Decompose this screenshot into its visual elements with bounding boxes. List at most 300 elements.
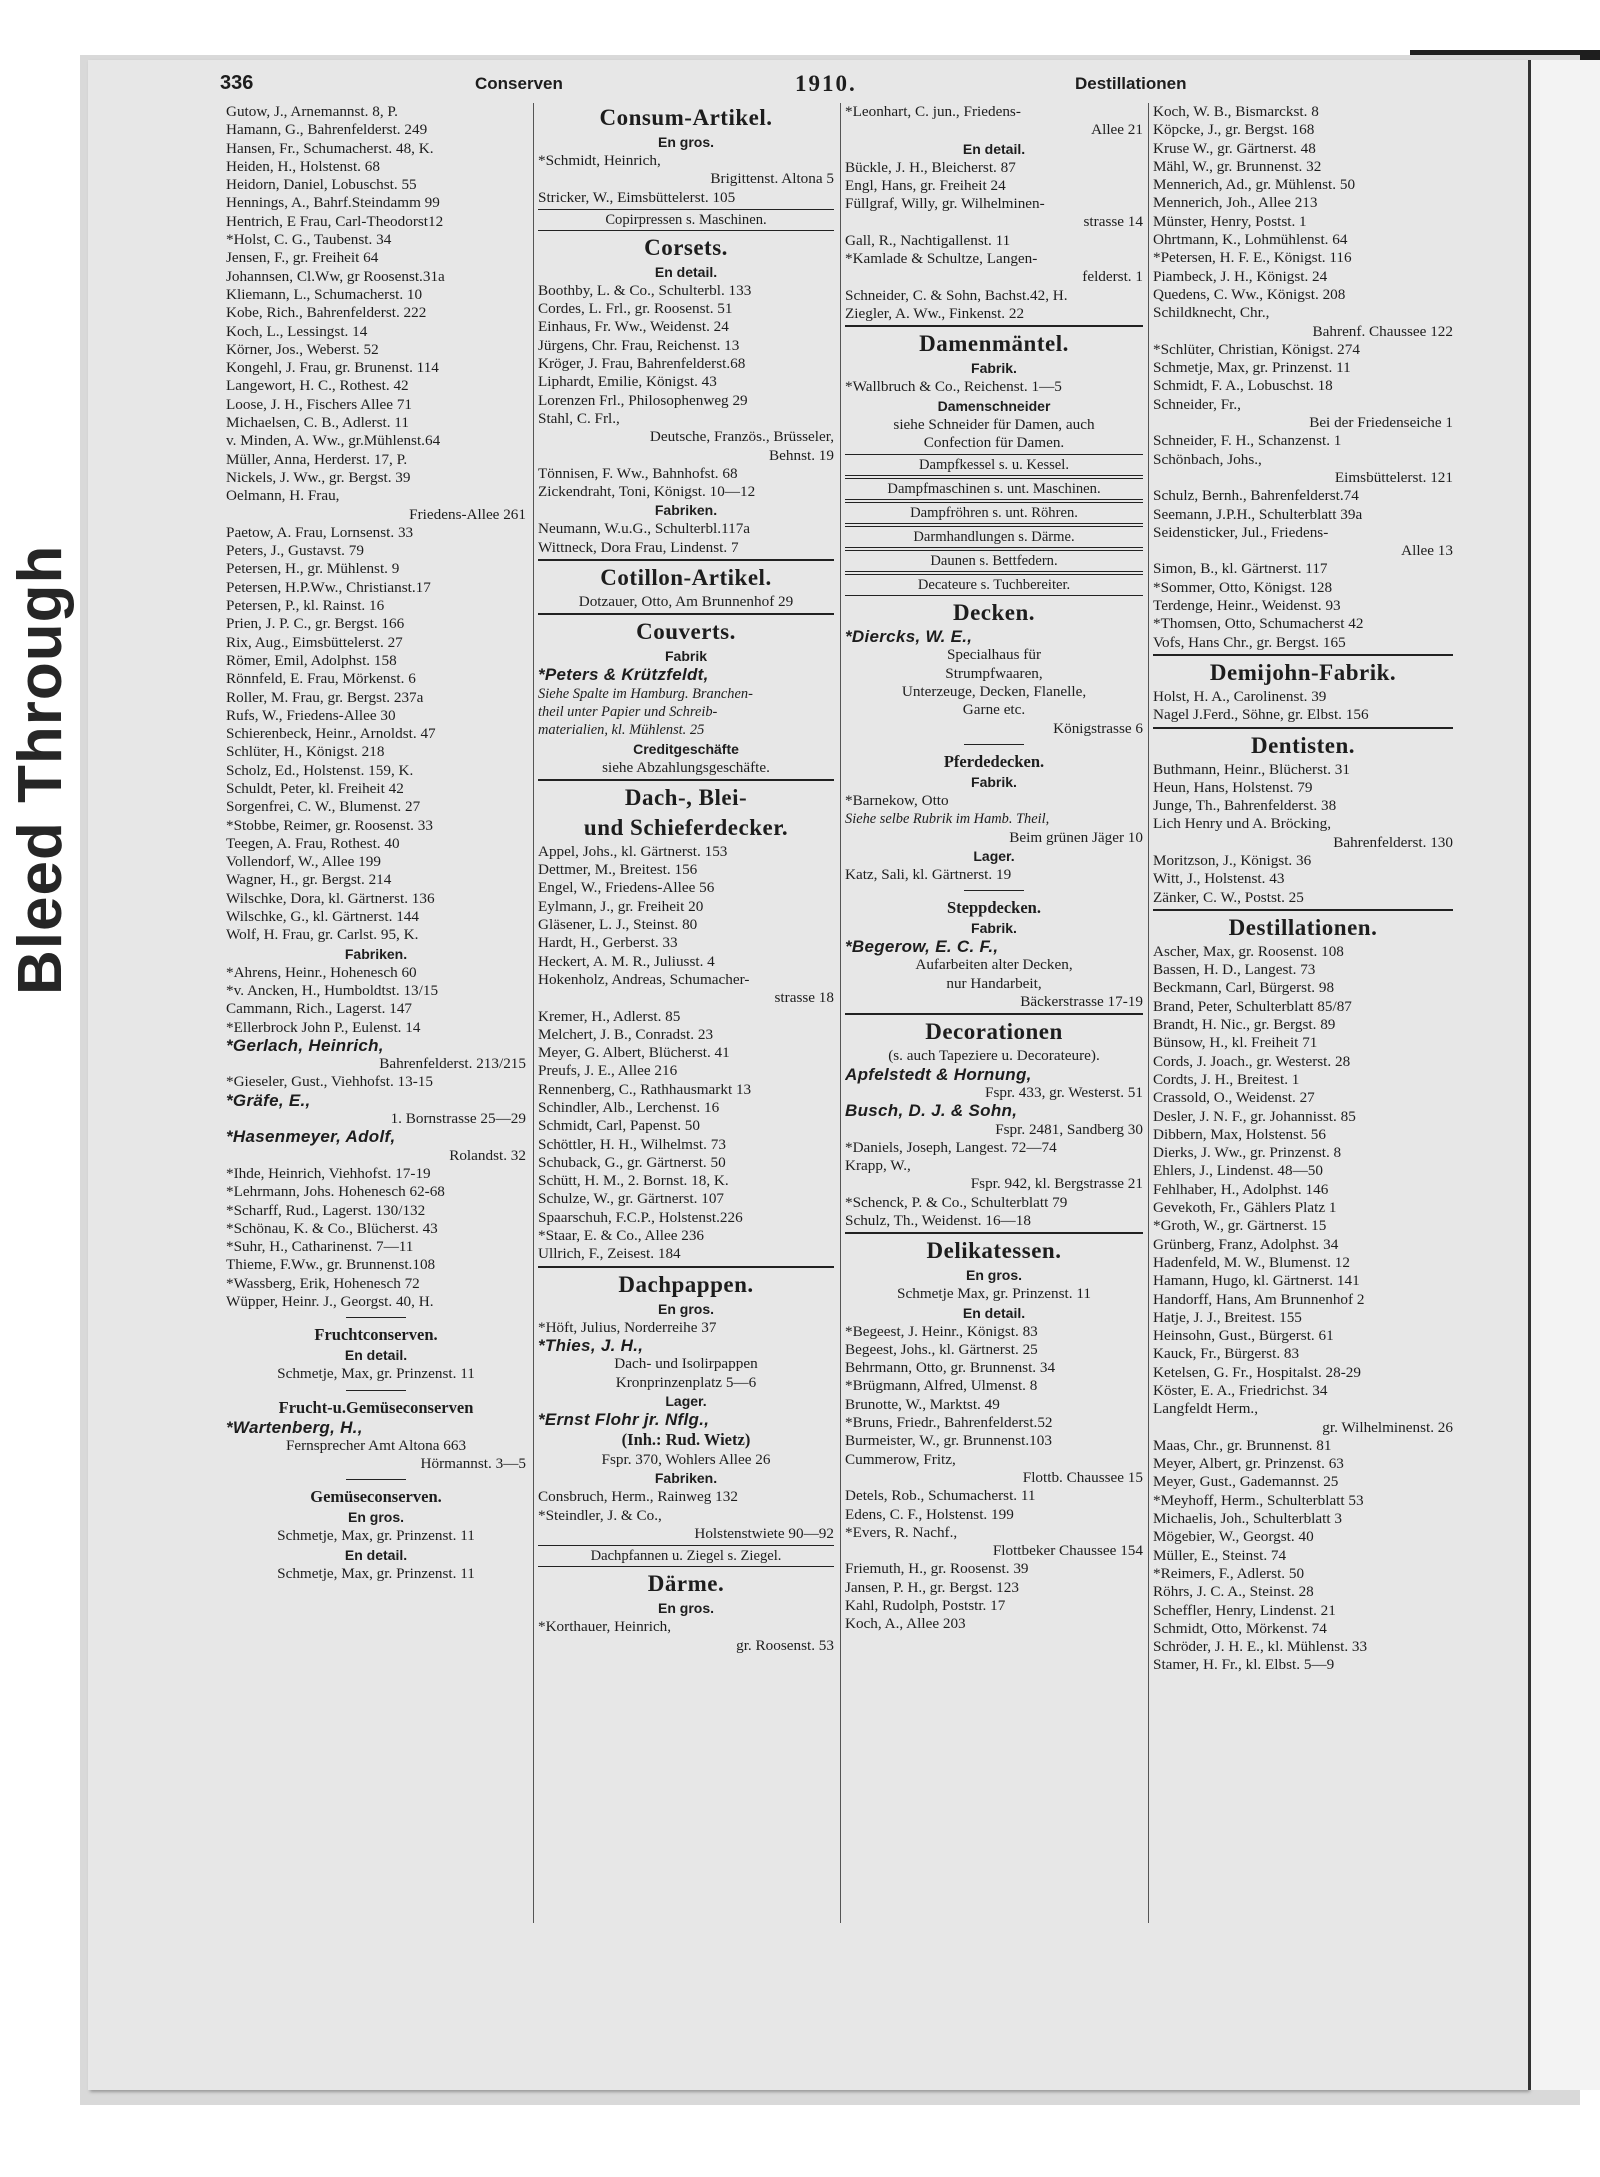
entry-continuation: Allee 21 (1091, 121, 1143, 139)
directory-entry: Wilschke, Dora, kl. Gärtnerst. 136 (226, 889, 435, 907)
directory-entry: Mögebier, W., Georgst. 40 (1153, 1528, 1314, 1546)
centered-entry: Schmetje Max, gr. Prinzenst. 11 (897, 1285, 1091, 1303)
facing-page-edge (1528, 60, 1600, 2090)
directory-entry: Holst, H. A., Carolinenst. 39 (1153, 687, 1327, 705)
centered-entry: Confection für Damen. (923, 433, 1065, 451)
directory-entry: Engl, Hans, gr. Freiheit 24 (845, 176, 1006, 194)
directory-entry: Nickels, J. Ww., gr. Bergst. 39 (226, 468, 411, 486)
section-heading: Decorationen (925, 1019, 1063, 1045)
directory-entry: Burmeister, W., gr. Brunnenst.103 (845, 1432, 1052, 1450)
short-rule (964, 744, 1024, 745)
subsection-label: En detail. (344, 1347, 408, 1364)
directory-entry: *Schönau, K. & Co., Blücherst. 43 (226, 1219, 438, 1237)
subsection-label: En detail. (344, 1546, 408, 1563)
directory-entry: *Ihde, Heinrich, Viehhofst. 17-19 (226, 1164, 431, 1182)
entry-continuation: Flottbeker Chaussee 154 (992, 1542, 1143, 1560)
directory-entry: Desler, J. N. F., gr. Johannisst. 85 (1153, 1107, 1356, 1125)
directory-entry: Gall, R., Nachtigallenst. 11 (845, 231, 1011, 249)
directory-entry: Langewort, H. C., Rothest. 42 (226, 377, 409, 395)
entry-continuation: strasse 18 (774, 989, 834, 1007)
directory-entry: *Ellerbrock John P., Eulenst. 14 (226, 1018, 421, 1036)
directory-entry: Hentrich, E Frau, Carl-Theodorst12 (226, 212, 444, 230)
directory-entry: Jansen, P. H., gr. Bergst. 123 (845, 1578, 1019, 1596)
column-divider (1148, 103, 1149, 1923)
directory-entry: Cummerow, Fritz, (845, 1450, 956, 1468)
advertiser-name: *Gräfe, E., (226, 1091, 311, 1110)
directory-column-4 (1153, 103, 1453, 1675)
subsection-label: En gros. (347, 1509, 404, 1526)
directory-entry: Roller, M. Frau, gr. Bergst. 237a (226, 688, 424, 706)
centered-entry: nur Handarbeit, (946, 974, 1042, 992)
page-header (220, 72, 1370, 102)
directory-entry: Stricker, W., Eimsbüttelerst. 105 (538, 188, 736, 206)
cross-reference: Dampfröhren s. unt. Röhren. (845, 502, 1143, 524)
directory-entry: Vofs, Hans Chr., gr. Bergst. 165 (1153, 633, 1346, 651)
entry-continuation: gr. Roosenst. 53 (736, 1636, 834, 1654)
directory-entry: Wolf, H. Frau, gr. Carlst. 95, K. (226, 926, 419, 944)
directory-entry: Köpcke, J., gr. Bergst. 168 (1153, 121, 1315, 139)
directory-entry: Wittneck, Dora Frau, Lindenst. 7 (538, 538, 739, 556)
section-rule (538, 1266, 834, 1268)
subsection-label: En detail. (962, 1304, 1026, 1321)
advertiser-name: *Ernst Flohr jr. Nflg., (538, 1410, 710, 1429)
subsection-label: Fabrik. (971, 773, 1017, 790)
directory-entry: Petersen, H.P.Ww., Christianst.17 (226, 578, 431, 596)
directory-entry: *Groth, W., gr. Gärtnerst. 15 (1153, 1217, 1327, 1235)
directory-entry: Brandt, H. Nic., gr. Bergst. 89 (1153, 1016, 1336, 1034)
entry-continuation: Fspr. 433, gr. Westerst. 51 (985, 1083, 1143, 1101)
directory-entry: *Schlüter, Christian, Königst. 274 (1153, 340, 1360, 358)
subsection-heading: Fruchtconserven. (314, 1325, 438, 1345)
column-divider (840, 103, 841, 1923)
directory-entry: Zickendraht, Toni, Königst. 10—12 (538, 483, 756, 501)
entry-continuation: Hörmannst. 3—5 (420, 1455, 526, 1473)
subsection-label: Fabriken. (344, 945, 408, 962)
cross-reference: Dampfkessel s. u. Kessel. (845, 454, 1143, 476)
section-rule (538, 613, 834, 615)
directory-entry: Johannsen, Cl.Ww, gr Roosenst.31a (226, 267, 445, 285)
entry-continuation: Friedens-Allee 261 (409, 505, 526, 523)
directory-entry: *Schmidt, Heinrich, (538, 152, 661, 169)
directory-entry: *v. Ancken, H., Humboldtst. 13/15 (226, 981, 439, 999)
centered-entry: siehe Abzahlungsgeschäfte. (602, 758, 770, 776)
directory-entry: Kliemann, L., Schumacherst. 10 (226, 285, 423, 303)
directory-entry: Jürgens, Chr. Frau, Reichenst. 13 (538, 336, 740, 354)
centered-entry: Garne etc. (962, 701, 1026, 719)
centered-entry: Schmetje, Max, gr. Prinzenst. 11 (277, 1564, 475, 1582)
centered-entry: Dotzauer, Otto, Am Brunnenhof 29 (578, 593, 794, 611)
directory-entry: *Suhr, H., Catharinenst. 7—11 (226, 1238, 414, 1256)
section-heading: Cotillon-Artikel. (600, 565, 772, 591)
directory-entry: Ketelsen, G. Fr., Hospitalst. 28-29 (1153, 1363, 1361, 1381)
directory-entry: Maas, Chr., gr. Brunnenst. 81 (1153, 1436, 1332, 1454)
entry-continuation: Beim grünen Jäger 10 (1009, 828, 1143, 846)
directory-entry: Römer, Emil, Adolphst. 158 (226, 651, 397, 669)
directory-entry: Hamann, Hugo, kl. Gärtnerst. 141 (1153, 1272, 1360, 1290)
directory-entry: Einhaus, Fr. Ww., Weidenst. 24 (538, 318, 729, 336)
directory-entry: Fehlhaber, H., Adolphst. 146 (1153, 1180, 1329, 1198)
directory-entry: Schulz, Bernh., Bahrenfelderst.74 (1153, 487, 1359, 505)
directory-entry: Handorff, Hans, Am Brunnenhof 2 (1153, 1290, 1365, 1308)
directory-entry: Spaarschuh, F.C.P., Holstenst.226 (538, 1208, 743, 1226)
entry-continuation: Holstenstwiete 90—92 (694, 1525, 834, 1543)
directory-entry: Michaelis, Joh., Schulterblatt 3 (1153, 1510, 1342, 1528)
section-heading: Consum-Artikel. (599, 105, 773, 130)
advertiser-name: Busch, D. J. & Sohn, (845, 1102, 1018, 1121)
directory-entry: Ziegler, A. Ww., Finkenst. 22 (845, 304, 1025, 322)
subsection-label: En gros. (657, 134, 714, 150)
directory-entry: Gevekoth, Fr., Gählers Platz 1 (1153, 1199, 1337, 1217)
entry-continuation: felderst. 1 (1082, 268, 1143, 286)
directory-entry: *Meyhoff, Herm., Schulterblatt 53 (1153, 1491, 1364, 1509)
directory-entry: Heinsohn, Gust., Bürgerst. 61 (1153, 1327, 1334, 1345)
directory-entry: Krapp, W., (845, 1157, 911, 1175)
cross-reference: Copirpressen s. Maschinen. (538, 209, 834, 231)
section-heading: Corsets. (644, 234, 728, 260)
section-heading: Couverts. (636, 619, 736, 645)
directory-entry: Engel, W., Friedens-Allee 56 (538, 879, 715, 897)
subsection-heading: Pferdedecken. (943, 751, 1045, 771)
subsection-heading: Gemüseconserven. (310, 1487, 442, 1507)
cross-reference: Dampfmaschinen s. unt. Maschinen. (845, 478, 1143, 500)
directory-entry: Friemuth, H., gr. Roosenst. 39 (845, 1560, 1029, 1578)
directory-entry: Koch, W. B., Bismarckst. 8 (1153, 103, 1319, 120)
directory-entry: Lich Henry und A. Bröcking, (1153, 815, 1332, 833)
directory-entry: *Wassberg, Erik, Hohenesch 72 (226, 1274, 420, 1292)
centered-entry: Kronprinzenplatz 5—6 (615, 1373, 757, 1391)
subsection-label: Fabrik (664, 648, 707, 665)
directory-entry: Preufs, J. E., Allee 216 (538, 1062, 678, 1080)
directory-entry: Meyer, Gust., Gademannst. 25 (1153, 1473, 1339, 1491)
directory-entry: Jensen, F., gr. Freiheit 64 (226, 249, 379, 267)
directory-entry: *Korthauer, Heinrich, (538, 1618, 672, 1636)
directory-entry: Zänker, C. W., Postst. 25 (1153, 888, 1304, 906)
centered-entry: Specialhaus für (946, 646, 1042, 664)
subsection-label: Fabrik. (971, 920, 1017, 937)
directory-entry: *Daniels, Joseph, Langest. 72—74 (845, 1138, 1057, 1156)
short-rule (346, 1390, 406, 1391)
directory-entry: Kremer, H., Adlerst. 85 (538, 1007, 681, 1025)
running-head-left: Conserven (475, 74, 563, 93)
directory-entry: Schlüter, H., Königst. 218 (226, 743, 385, 761)
subsection-label: Lager. (973, 847, 1015, 864)
directory-entry: Prien, J. P. C., gr. Bergst. 166 (226, 615, 405, 633)
directory-entry: Körner, Jos., Weberst. 52 (226, 340, 379, 358)
section-heading: Demijohn-Fabrik. (1209, 659, 1397, 685)
directory-entry: Heidorn, Daniel, Lobuschst. 55 (226, 176, 417, 194)
centered-entry: Schmetje, Max, gr. Prinzenst. 11 (277, 1365, 475, 1383)
directory-entry: *Leonhart, C. jun., Friedens- (845, 103, 1021, 120)
short-rule (346, 1317, 406, 1318)
section-heading: Dentisten. (1250, 732, 1356, 758)
directory-entry: *Reimers, F., Adlerst. 50 (1153, 1564, 1305, 1582)
section-heading: Dach-, Blei- (624, 784, 748, 810)
directory-entry: Schneider, C. & Sohn, Bachst.42, H. (845, 286, 1068, 304)
subsection-label: Fabriken. (654, 1470, 718, 1487)
italic-note: Siehe selbe Rubrik im Hamb. Theil, (845, 811, 1050, 828)
directory-entry: Heckert, A. M. R., Juliusst. 4 (538, 952, 715, 970)
directory-entry: Dierks, J. Ww., gr. Prinzenst. 8 (1153, 1144, 1342, 1162)
subsection-label: Creditgeschäfte (633, 740, 739, 757)
directory-entry: Melchert, J. B., Conradst. 23 (538, 1025, 714, 1043)
entry-continuation: Bahrenf. Chaussee 122 (1312, 322, 1453, 340)
directory-entry: Meyer, G. Albert, Blücherst. 41 (538, 1044, 730, 1062)
directory-entry: *Schenck, P. & Co., Schulterblatt 79 (845, 1193, 1068, 1211)
directory-entry: Köster, E. A., Friedrichst. 34 (1153, 1382, 1328, 1399)
binding-gutter (0, 0, 80, 2177)
entry-continuation: Bahrenfelderst. 213/215 (379, 1055, 526, 1073)
short-rule (964, 890, 1024, 891)
directory-entry: Münster, Henry, Postst. 1 (1153, 212, 1307, 230)
directory-entry: *Kamlade & Schultze, Langen- (845, 250, 1038, 268)
cross-reference: Darmhandlungen s. Därme. (845, 526, 1143, 548)
directory-entry: Grünberg, Franz, Adolphst. 34 (1153, 1235, 1339, 1253)
directory-entry: Katz, Sali, kl. Gärtnerst. 19 (845, 865, 1012, 883)
directory-entry: Koch, L., Lessingst. 14 (226, 322, 368, 340)
directory-entry: Schröder, J. H. E., kl. Mühlenst. 33 (1153, 1638, 1368, 1656)
subsection-label: Fabrik. (971, 360, 1017, 377)
entry-continuation: Eimsbüttelerst. 121 (1334, 468, 1453, 486)
subsection-heading: Steppdecken. (947, 898, 1041, 918)
section-heading: Dachpappen. (618, 1271, 754, 1297)
directory-entry: Ehlers, J., Lindenst. 48—50 (1153, 1162, 1323, 1180)
entry-continuation: Fspr. 2481, Sandberg 30 (995, 1120, 1143, 1138)
directory-entry: Cammann, Rich., Lagerst. 147 (226, 1000, 413, 1018)
centered-entry: (s. auch Tapeziere u. Decorateure). (888, 1047, 1100, 1065)
section-heading: Delikatessen. (926, 1238, 1062, 1264)
directory-entry: Detels, Rob., Schumacherst. 11 (845, 1487, 1036, 1505)
centered-entry: Strumpfwaaren, (945, 664, 1043, 682)
directory-entry: Appel, Johs., kl. Gärtnerst. 153 (538, 842, 728, 860)
directory-entry: Schuback, G., gr. Gärtnerst. 50 (538, 1153, 726, 1171)
directory-entry: Wilschke, G., kl. Gärtnerst. 144 (226, 908, 419, 926)
directory-entry: Kröger, J. Frau, Bahrenfelderst.68 (538, 355, 746, 373)
directory-entry: *Evers, R. Nachf., (845, 1523, 958, 1541)
directory-entry: *Sommer, Otto, Königst. 128 (1153, 578, 1333, 596)
section-heading: Damenmäntel. (919, 331, 1069, 357)
short-rule (346, 1479, 406, 1480)
directory-entry: Hadenfeld, M. W., Blumenst. 12 (1153, 1253, 1350, 1271)
directory-entry: Peters, J., Gustavst. 79 (226, 542, 364, 560)
directory-entry: Mähl, W., gr. Brunnenst. 32 (1153, 157, 1322, 175)
directory-entry: Kahl, Rudolph, Poststr. 17 (845, 1597, 1006, 1615)
directory-entry: Müller, E., Steinst. 74 (1153, 1546, 1287, 1564)
page-number: 336 (220, 72, 254, 94)
directory-entry: Schmetje, Max, gr. Prinzenst. 11 (1153, 359, 1351, 377)
directory-entry: Petersen, H., gr. Mühlenst. 9 (226, 560, 400, 578)
directory-entry: Scholz, Ed., Holstenst. 159, K. (226, 761, 414, 779)
entry-continuation: Fspr. 942, kl. Bergstrasse 21 (970, 1175, 1143, 1193)
directory-entry: Schmidt, F. A., Lobuschst. 18 (1153, 377, 1333, 395)
directory-entry: *Steindler, J. & Co., (538, 1506, 662, 1524)
advertiser-name: *Gerlach, Heinrich, (226, 1036, 384, 1055)
directory-entry: Koch, A., Allee 203 (845, 1615, 966, 1633)
directory-entry: *Ahrens, Heinr., Hohenesch 60 (226, 963, 417, 981)
directory-entry: Schneider, F. H., Schanzenst. 1 (1153, 432, 1342, 450)
directory-entry: Röhrs, J. C. A., Steinst. 28 (1153, 1583, 1314, 1601)
directory-entry: Oelmann, H. Frau, (226, 487, 340, 505)
directory-entry: Schierenbeck, Heinr., Arnoldst. 47 (226, 725, 436, 743)
centered-entry: Dach- und Isolirpappen (614, 1355, 758, 1373)
centered-entry: Schmetje, Max, gr. Prinzenst. 11 (277, 1527, 475, 1545)
directory-entry: Füllgraf, Willy, gr. Wilhelminen- (845, 195, 1045, 213)
entry-continuation: Flottb. Chaussee 15 (1022, 1468, 1143, 1486)
directory-entry: *Thomsen, Otto, Schumacherst 42 (1153, 615, 1364, 633)
italic-note: theil unter Papier und Schreib- (538, 703, 718, 720)
directory-entry: Lorenzen Frl., Philosophenweg 29 (538, 391, 748, 409)
directory-entry: Heun, Hans, Holstenst. 79 (1153, 778, 1313, 796)
directory-entry: Schmidt, Carl, Papenst. 50 (538, 1117, 700, 1135)
directory-entry: Junge, Th., Bahrenfelderst. 38 (1153, 797, 1337, 815)
subsection-label: Lager. (665, 1392, 707, 1409)
directory-entry: Ohrtmann, K., Lohmühlenst. 64 (1153, 231, 1348, 249)
directory-entry: *Begeest, J. Heinr., Königst. 83 (845, 1322, 1038, 1340)
directory-entry: Edens, C. F., Holstenst. 199 (845, 1505, 1014, 1523)
directory-entry: Michaelsen, C. B., Adlerst. 11 (226, 414, 409, 432)
subsection-label: Damenschneider (937, 397, 1051, 414)
subsection-label: En gros. (965, 1267, 1022, 1284)
directory-entry: Buthmann, Heinr., Blücherst. 31 (1153, 760, 1350, 778)
subsection-label: En gros. (657, 1300, 714, 1317)
directory-entry: Schönbach, Johs., (1153, 450, 1262, 468)
directory-column-1 (226, 103, 526, 1583)
directory-entry: Mennerich, Ad., gr. Mühlenst. 50 (1153, 176, 1356, 194)
directory-entry: *Petersen, H. F. E., Königst. 116 (1153, 249, 1352, 267)
italic-note: materialien, kl. Mühlenst. 25 (538, 722, 705, 739)
directory-entry: Gläsener, L. J., Steinst. 80 (538, 916, 698, 934)
directory-entry: Tönnisen, F. Ww., Bahnhofst. 68 (538, 464, 738, 482)
directory-entry: Stahl, C. Frl., (538, 409, 620, 427)
subsection-label: En gros. (657, 1600, 714, 1617)
directory-entry: Hatje, J. J., Breitest. 155 (1153, 1308, 1302, 1326)
entry-continuation: Behnst. 19 (769, 446, 834, 464)
entry-continuation: Allee 13 (1401, 542, 1453, 560)
directory-entry: Meyer, Albert, gr. Prinzenst. 63 (1153, 1455, 1344, 1473)
directory-entry: *Lehrmann, Johs. Hohenesch 62-68 (226, 1183, 445, 1201)
cross-reference: Decateure s. Tuchbereiter. (845, 574, 1143, 596)
directory-entry: Moritzson, J., Königst. 36 (1153, 851, 1312, 869)
advertiser-name: *Peters & Krützfeldt, (538, 666, 709, 685)
centered-entry: Aufarbeiten alter Decken, (915, 956, 1073, 974)
column-divider (533, 103, 534, 1923)
directory-entry: Boothby, L. & Co., Schulterbl. 133 (538, 281, 752, 299)
directory-entry: Hamann, G., Bahrenfelderst. 249 (226, 121, 428, 139)
directory-entry: Schildknecht, Chr., (1153, 304, 1270, 322)
subsection-heading: Frucht-u.Gemüseconserven (278, 1397, 474, 1417)
directory-entry: *Holst, C. G., Taubenst. 34 (226, 231, 392, 249)
directory-entry: *Staar, E. & Co., Allee 236 (538, 1227, 705, 1245)
section-heading: Destillationen. (1228, 914, 1378, 940)
subsection-heading: (Inh.: Rud. Wietz) (621, 1430, 751, 1450)
entry-continuation: strasse 14 (1083, 213, 1143, 231)
directory-entry: Langfeldt Herm., (1153, 1400, 1259, 1418)
directory-entry: Piambeck, J. H., Königst. 24 (1153, 267, 1328, 285)
directory-entry: Beckmann, Carl, Bürgerst. 98 (1153, 979, 1335, 997)
directory-entry: Heiden, H., Holstenst. 68 (226, 157, 380, 175)
directory-entry: Wüpper, Heinr. J., Georgst. 40, H. (226, 1293, 434, 1310)
running-head-year: 1910. (795, 71, 857, 96)
directory-entry: Thieme, F.Ww., gr. Brunnenst.108 (226, 1256, 436, 1274)
directory-entry: Seemann, J.P.H., Schulterblatt 39a (1153, 505, 1363, 523)
section-rule (845, 1232, 1143, 1234)
directory-entry: Begeest, Johs., kl. Gärtnerst. 25 (845, 1340, 1038, 1358)
centered-entry: Unterzeuge, Decken, Flanelle, (901, 683, 1087, 701)
cross-reference: Daunen s. Bettfedern. (845, 550, 1143, 572)
directory-entry: Gutow, J., Arnemannst. 8, P. (226, 103, 398, 120)
directory-entry: *Scharff, Rud., Lagerst. 130/132 (226, 1201, 426, 1219)
directory-entry: Ascher, Max, gr. Roosenst. 108 (1153, 942, 1344, 960)
directory-entry: Petersen, P., kl. Rainst. 16 (226, 597, 385, 615)
directory-entry: Bückle, J. H., Bleicherst. 87 (845, 158, 1016, 176)
entry-continuation: Bäckerstrasse 17-19 (1020, 993, 1143, 1011)
directory-entry: Hansen, Fr., Schumacherst. 48, K. (226, 139, 434, 157)
section-heading: und Schieferdecker. (583, 814, 789, 840)
directory-entry: Scheffler, Henry, Lindenst. 21 (1153, 1601, 1336, 1619)
section-heading: Decken. (952, 600, 1036, 626)
directory-entry: Schneider, Fr., (1153, 395, 1241, 413)
directory-entry: Cordes, L. Frl., gr. Roosenst. 51 (538, 300, 733, 318)
directory-entry: Crassold, O., Weidenst. 27 (1153, 1089, 1315, 1107)
directory-entry: Nagel J.Ferd., Söhne, gr. Elbst. 156 (1153, 706, 1369, 724)
section-rule (538, 779, 834, 781)
entry-continuation: Deutsche, Französ., Brüsseler, (649, 428, 834, 446)
section-rule (1153, 654, 1453, 656)
directory-entry: Dettmer, M., Breitest. 156 (538, 861, 698, 879)
directory-entry: Bünsow, H., kl. Freiheit 71 (1153, 1034, 1318, 1052)
advertiser-name: *Thies, J. H., (538, 1336, 644, 1355)
directory-entry: Stamer, H. Fr., kl. Elbst. 5—9 (1153, 1656, 1335, 1674)
directory-entry: Consbruch, Herm., Rainweg 132 (538, 1488, 738, 1506)
directory-entry: Eylmann, J., gr. Freiheit 20 (538, 897, 704, 915)
entry-continuation: Rolandst. 32 (449, 1146, 526, 1164)
running-head-right: Destillationen (1075, 74, 1187, 93)
directory-entry: *Höft, Julius, Norderreihe 37 (538, 1318, 717, 1336)
directory-entry: Sorgenfrei, C. W., Blumenst. 27 (226, 798, 421, 816)
directory-entry: Rufs, W., Friedens-Allee 30 (226, 706, 396, 724)
subsection-label: En detail. (962, 140, 1026, 157)
directory-entry: Seidensticker, Jul., Friedens- (1153, 523, 1329, 541)
directory-entry: Wagner, H., gr. Bergst. 214 (226, 871, 392, 889)
cross-reference: Dachpfannen u. Ziegel s. Ziegel. (538, 1545, 834, 1567)
directory-entry: Kobe, Rich., Bahrenfelderst. 222 (226, 304, 427, 322)
italic-note: Siehe Spalte im Hamburg. Branchen- (538, 685, 753, 702)
directory-entry: Terdenge, Heinr., Weidenst. 93 (1153, 597, 1341, 615)
directory-entry: Cords, J. Joach., gr. Westerst. 28 (1153, 1052, 1351, 1070)
directory-entry: Schmidt, Otto, Mörkenst. 74 (1153, 1619, 1327, 1637)
directory-entry: Mennerich, Joh., Allee 213 (1153, 194, 1318, 212)
directory-entry: Schulz, Th., Weidenst. 16—18 (845, 1211, 1031, 1229)
entry-continuation: Brigittenst. Altona 5 (710, 170, 834, 188)
entry-continuation: Bei der Friedenseiche 1 (1309, 414, 1453, 432)
advertiser-name: *Diercks, W. E., (845, 628, 973, 647)
section-rule (845, 325, 1143, 327)
directory-entry: Cordts, J. H., Breitest. 1 (1153, 1070, 1300, 1088)
directory-entry: Quedens, C. Ww., Königst. 208 (1153, 285, 1346, 303)
advertiser-name: *Hasenmeyer, Adolf, (226, 1128, 396, 1147)
directory-entry: Bassen, H. D., Langest. 73 (1153, 961, 1316, 979)
directory-entry: Ullrich, F., Zeisest. 184 (538, 1245, 681, 1263)
directory-entry: *Bruns, Friedr., Bahrenfelderst.52 (845, 1414, 1053, 1432)
directory-column-3 (845, 103, 1143, 1634)
directory-entry: Teegen, A. Frau, Rothest. 40 (226, 834, 400, 852)
entry-continuation: Königstrasse 6 (1053, 719, 1143, 737)
directory-entry: *Barnekow, Otto (845, 791, 949, 809)
directory-entry: Schindler, Alb., Lerchenst. 16 (538, 1098, 720, 1116)
directory-entry: Brunotte, W., Marktst. 49 (845, 1395, 1000, 1413)
directory-entry: Kongehl, J. Frau, gr. Brunenst. 114 (226, 359, 439, 377)
section-rule (845, 1013, 1143, 1015)
advertiser-name: *Begerow, E. C. F., (845, 938, 999, 957)
